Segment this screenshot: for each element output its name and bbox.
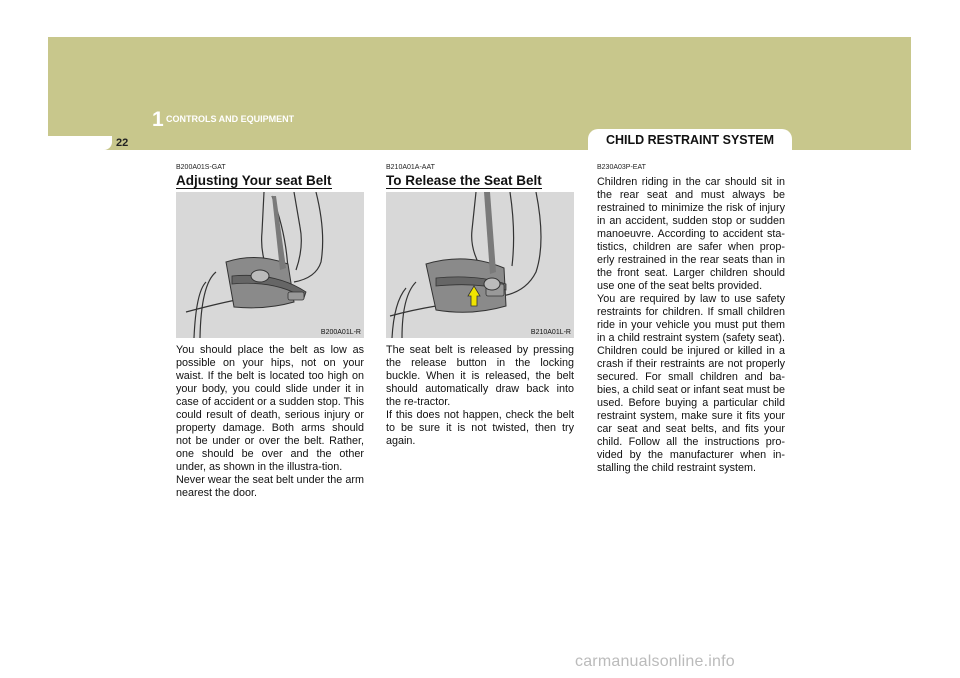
- body-paragraph: You should place the belt as low as possible on your hips, not on your waist. If the belt is located too high on your body, you could slide under it in case of accident or a sudden stop. This could result of death, serious injury or property damage. Both arms should not be under or over the belt. Rather, one should be over and the other under, as shown in the illustra-tion.: [176, 344, 364, 473]
- body-paragraph: Children riding in the car should sit in the rear seat and must always be restrained to minimize the risk of injury in an accident, sudden stop or sudden manoeuvre. According to accident sta-tistics, children are safer when prop-erly restrained in the rear seats than in the front seat. Larger children should use one of the seat belts provided.: [597, 176, 785, 292]
- body-paragraph: If this does not happen, check the belt to be sure it is not twisted, then try again.: [386, 409, 574, 447]
- column-adjusting-belt: [176, 164, 364, 500]
- page-number: 22: [116, 137, 129, 149]
- chapter-number: 1: [152, 108, 164, 131]
- body-paragraph: You are required by law to use safety restraints for children. If small children ride in your vehicle you must put them in a child restraint system (safety seat). Children could be injured or killed in a crash if their restraints are not properly secured. For small children and ba-bies, a child seat or infant seat must be used. Before buying a particular child restraint system, make sure it fits your car seat and seat belts, and fits your child. Follow all the instructions pro-vided by the manufacturer when in-stalling the child restraint system.: [597, 293, 785, 474]
- column-release-belt: [386, 164, 574, 448]
- buckle-release-illustration: [386, 192, 574, 338]
- body-paragraph: The seat belt is released by pressing the release button in the locking buckle. When it is released, the belt should automatically draw back into the re-tractor.: [386, 344, 574, 408]
- section-heading: [386, 173, 574, 188]
- chapter-title: CONTROLS AND EQUIPMENT: [166, 114, 295, 124]
- figure-code: B200A01L-R: [320, 329, 361, 336]
- figure-code: B210A01L-R: [530, 329, 571, 336]
- watermark: carmanualsonline.info: [575, 653, 735, 670]
- body-paragraph: Never wear the seat belt under the arm nearest the door.: [176, 474, 364, 499]
- section-code: B230A03P-EAT: [597, 164, 646, 171]
- seated-person-belt-illustration: [176, 192, 364, 338]
- section-heading-text: Adjusting Your seat Belt: [176, 173, 332, 188]
- section-title: CHILD RESTRAINT SYSTEM: [588, 129, 792, 150]
- section-code: B200A01S-GAT: [176, 164, 226, 171]
- section-code: B210A01A-AAT: [386, 164, 435, 171]
- column-child-restraint: [597, 164, 785, 475]
- illustration-adjusting-belt: [176, 192, 364, 338]
- illustration-release-belt: [386, 192, 574, 338]
- page-number-tab: [48, 136, 112, 150]
- section-heading-text: To Release the Seat Belt: [386, 173, 542, 188]
- section-heading: [176, 173, 364, 188]
